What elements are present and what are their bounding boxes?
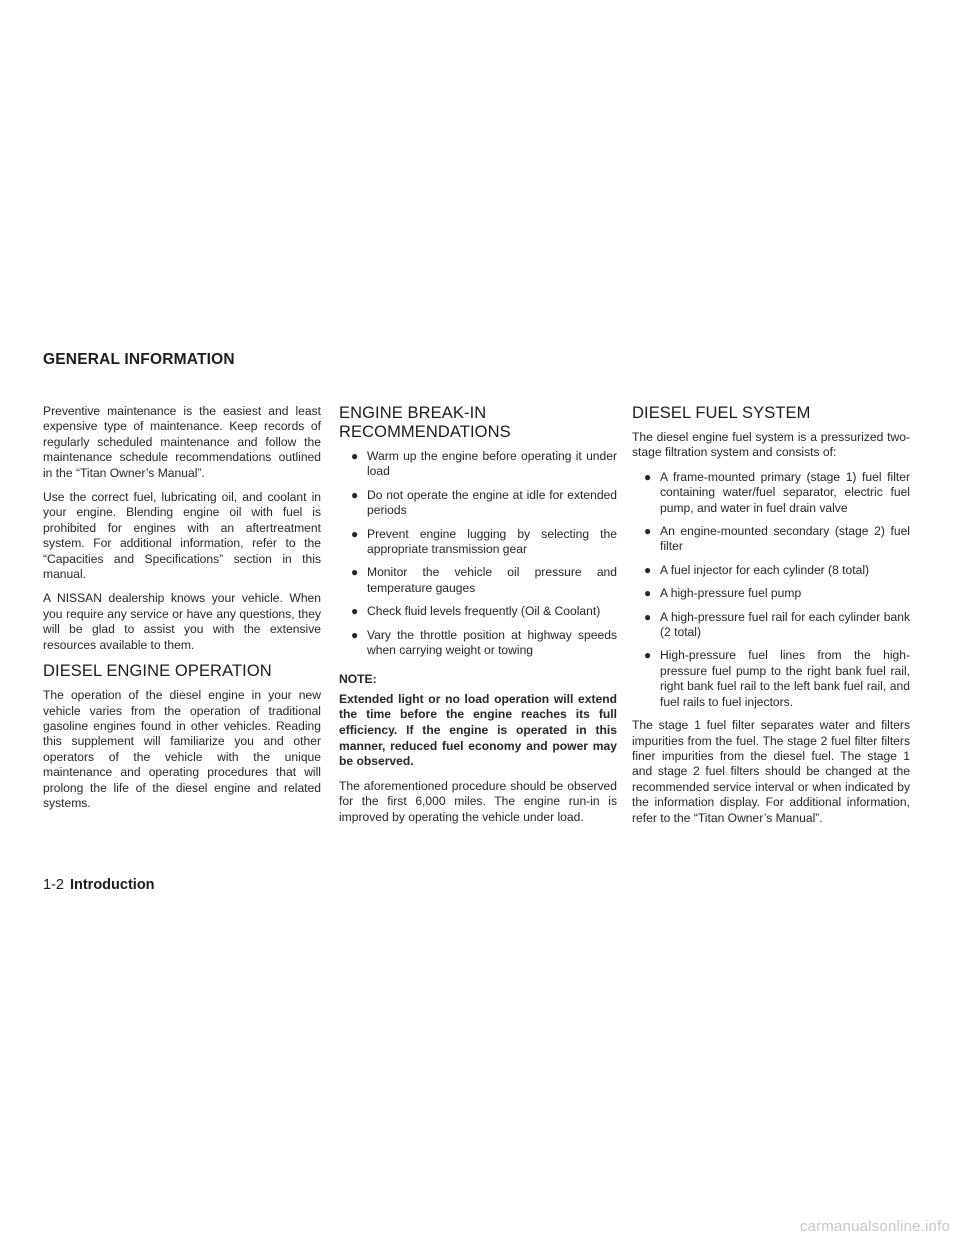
list-item-text: An engine-mounted secondary (stage 2) fuel filter (660, 524, 910, 554)
list-item (632, 524, 910, 555)
list-item (632, 586, 910, 601)
list-item (339, 488, 617, 519)
list-item-text: A high-pressure fuel rail for each cylinder bank (2 total) (660, 609, 910, 640)
note-text: Extended light or no load operation will extend the time before the engine reaches its full efficiency. If the engine is operated in this manner, reduced fuel economy and power may be observed. (339, 691, 617, 769)
bullet-icon: ● (351, 487, 359, 502)
list-item (339, 565, 617, 596)
list-item-text: Do not operate the engine at idle for extended periods (367, 487, 617, 518)
column-3 (632, 404, 910, 835)
bullet-icon: ● (644, 524, 652, 539)
bullet-icon: ● (644, 562, 652, 577)
bullet-icon: ● (644, 648, 652, 663)
bullet-icon: ● (351, 604, 359, 619)
list-item-text: High-pressure fuel lines from the high-pressure fuel pump to the right bank fuel rail, right bank fuel rail to the left bank fuel rail, and fuel rails to fuel injectors. (660, 648, 910, 709)
paragraph-diesel-operation: The operation of the diesel engine in your new vehicle varies from the operation of traditional gasoline engines found in other vehicles. Reading this supplement will familiarize you and other operators of the vehicle with the unique maintenance and operating procedures that will prolong the life of the diesel engine and related systems. (43, 688, 321, 810)
list-item (339, 449, 617, 480)
list-item (339, 628, 617, 659)
paragraph-dealership: A NISSAN dealership knows your vehicle. When you require any service or have any questions, they will be glad to assist you with the extensive resources available to them. (43, 591, 321, 652)
list-item-text: Prevent engine lugging by selecting the appropriate transmission gear (367, 526, 617, 557)
heading-engine-break-in: ENGINE BREAK-IN RECOMMENDATIONS (339, 404, 511, 441)
list-item (632, 648, 910, 710)
column-1 (43, 404, 321, 820)
section-name: Introduction (69, 877, 155, 893)
paragraph-fuel-filters: The stage 1 fuel filter separates water and filters impurities from the fuel. The stage 2 fuel filter filters finer impurities from the diesel fuel. The stage 1 and stage 2 fuel filters should be changed at the recommended service interval or when indicated by the information display. For additional information, refer to the “Titan Owner’s Manual”. (632, 718, 910, 825)
list-item-text: Vary the throttle position at highway speeds when carrying weight or towing (367, 627, 617, 658)
list-item (632, 470, 910, 516)
list-item-text: A frame-mounted primary (stage 1) fuel filter containing water/fuel separator, electric fuel pump, and water in fuel drain valve (660, 469, 910, 515)
note-label: NOTE: (339, 672, 377, 687)
paragraph-fuel-oil-coolant: Use the correct fuel, lubricating oil, and coolant in your engine. Blending engine oil with fuel is prohibited for engines with an aftertreatment system. For additional information, refer to the “Capacities and Specifications” section in this manual. (43, 490, 321, 582)
bullet-icon: ● (351, 565, 359, 580)
list-item-text: A fuel injector for each cylinder (8 total) (660, 562, 870, 577)
bullet-icon: ● (351, 526, 359, 541)
bullet-icon: ● (351, 627, 359, 642)
list-item (339, 527, 617, 558)
paragraph-maintenance: Preventive maintenance is the easiest and least expensive type of maintenance. Keep records of regularly scheduled maintenance and follow the maintenance schedule recommendations outlined in the “Titan Owner’s Manual”. (43, 404, 321, 480)
paragraph-fuel-system-intro: The diesel engine fuel system is a pressurized two-stage filtration system and consists of: (632, 430, 910, 460)
bullet-icon: ● (644, 469, 652, 484)
paragraph-run-in: The aforementioned procedure should be observed for the first 6,000 miles. The engine run-in is improved by operating the vehicle under load. (339, 778, 617, 824)
page-footer (43, 877, 155, 893)
list-item-text: A high-pressure fuel pump (660, 586, 802, 601)
page-number: 1-2 (43, 877, 64, 893)
list-item-text: Monitor the vehicle oil pressure and temperature gauges (367, 565, 617, 595)
list-item (632, 563, 910, 578)
watermark: carmanualsonline.info (799, 1218, 950, 1235)
list-item-text: Check fluid levels frequently (Oil & Coolant) (367, 604, 601, 619)
bullet-icon: ● (644, 586, 652, 601)
bullet-icon: ● (351, 449, 359, 463)
page-header: GENERAL INFORMATION (43, 351, 235, 368)
list-item (632, 610, 910, 641)
heading-diesel-engine-operation: DIESEL ENGINE OPERATION (43, 662, 272, 681)
column-2 (339, 404, 617, 834)
list-item-text: Warm up the engine before operating it under load (367, 449, 617, 479)
bullet-icon: ● (644, 609, 652, 624)
list-item (339, 604, 617, 619)
fuel-system-list (632, 470, 910, 710)
break-in-list (339, 449, 617, 658)
heading-diesel-fuel-system: DIESEL FUEL SYSTEM (632, 404, 811, 422)
